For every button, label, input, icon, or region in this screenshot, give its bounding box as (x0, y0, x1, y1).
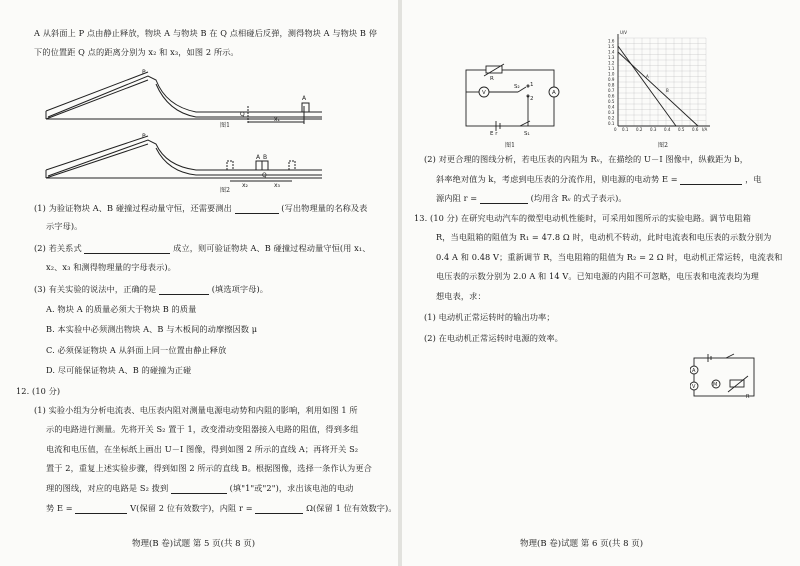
question-2-text: (2) 若关系式 (34, 243, 82, 253)
question-1-text-b: (写出物理量的名称及表 (281, 203, 368, 213)
fig1-caption: 图1 (220, 122, 231, 129)
x-tick-0.6: 0.6 (692, 127, 699, 132)
answer-blank-3[interactable] (159, 285, 209, 295)
q12-2-text-2b: ，电 (745, 174, 762, 184)
q12-2-text-3a: 源内阻 r = (436, 193, 478, 203)
y-tick-1.2: 1.2 (608, 60, 615, 66)
option-a: A. 物块 A 的质量必须大于物块 B 的质量 (46, 304, 197, 314)
circuit1-caption: 图1 (505, 142, 516, 149)
y-tick-0.3: 0.3 (608, 110, 615, 115)
q12-1-text-6b: V(保留 2 位有效数字)，内阻 r = (130, 503, 253, 513)
question-2-text-b: 成立，则可验证物块 A、B 碰撞过程动量守恒(用 x₁、 (173, 243, 371, 253)
graph-x-axis-label: I/A (702, 127, 708, 132)
option-c: C. 必须保证物块 A 从斜面上同一位置由静止释放 (46, 345, 227, 355)
y-tick-0.9: 0.9 (608, 77, 615, 82)
origin-label: 0 (614, 127, 617, 132)
x-tick-0.2: 0.2 (636, 127, 643, 132)
fig2-label-x2: x₂ (242, 182, 248, 188)
intro-line-1: A 从斜面上 P 点由静止释放，物块 A 与物块 B 在 Q 点相碰后反弹，测得物块 A 与物块 B 停 (34, 28, 378, 38)
q12-2-line-1: (2) 对更合理的图线分析，若电压表的内阻为 Rᵥ，在描绘的 U－I 图像中，纵截距为 b， (424, 154, 748, 164)
circuit-diagram-13 (690, 352, 762, 404)
circuit1-label-s2: S₂ (514, 84, 520, 90)
answer-blank-1[interactable] (235, 204, 279, 214)
q13-line-3: 0.4 A 和 0.48 V；重新调节 R，当电阻箱的阻值为 R₂ = 2 Ω 时，电动机正常运转，电流表和 (436, 252, 783, 262)
question-3-text-b: (填选项字母)。 (211, 284, 269, 294)
q12-1-line-6 (46, 503, 397, 514)
q13-sub-1: (1) 电动机正常运转时的输出功率； (424, 312, 555, 322)
y-tick-1.3: 1.3 (608, 55, 615, 60)
page-footer-right: 物理(B 卷)试题 第 6 页(共 8 页) (520, 539, 644, 549)
x-tick-0.5: 0.5 (678, 127, 685, 132)
q12-1-text-5b: (填"1"或"2")，求出该电池的电动 (229, 483, 354, 493)
circuit13-label-v: V (692, 384, 696, 390)
q12-1-line-1: (1) 实验小组为分析电流表、电压表内阻对测量电源电动势和内阻的影响，利用如图 1 所 (34, 405, 358, 415)
x-tick-0.3: 0.3 (650, 127, 657, 132)
fig2-label-b: B (263, 154, 268, 161)
y-tick-0.8: 0.8 (608, 82, 615, 88)
fig2-label-x3: x₃ (274, 182, 280, 188)
fig2-label-q: Q (262, 172, 267, 179)
q12-1-text-6c: Ω(保留 1 位有效数字)。 (306, 503, 397, 513)
graph-y-axis-label: U/V (620, 30, 628, 35)
intro-line-2: 下的位置距 Q 点的距离分别为 x₂ 和 x₃，如图 2 所示。 (34, 47, 239, 57)
y-tick-0.6: 0.6 (608, 93, 615, 99)
q12-1-line-4: 置于 2，重复上述实验步骤，得到如图 2 所示的直线 B。根据图像，选择一条作认为更合 (46, 463, 372, 473)
circuit1-label-1: 1 (530, 82, 534, 88)
question-1-line-1 (34, 203, 367, 214)
q12-1-line-5 (46, 483, 353, 494)
fig2-label-a: A (256, 154, 261, 161)
circuit1-label-a: A (552, 90, 556, 96)
y-tick-0.1: 0.1 (608, 121, 615, 126)
u-i-graph (606, 26, 716, 136)
y-tick-1.4: 1.4 (608, 49, 615, 55)
fig2-label-p: P (142, 133, 146, 140)
q12-1-line-2: 示的电路进行测量。先将开关 S₂ 置于 1，改变滑动变阻器接入电路的阻值，得到多组 (46, 424, 359, 434)
graph-line-a (618, 46, 676, 126)
question-3-line (34, 284, 268, 295)
option-b: B. 本实验中必须测出物块 A、B 与木板间的动摩擦因数 μ (46, 324, 258, 334)
figure-1-slide (36, 66, 336, 130)
circuit1-label-er: E r (490, 131, 498, 136)
graph-line-a-label: A (646, 74, 649, 79)
circuit1-label-s1: S₁ (524, 131, 530, 136)
q12-2-text-2a: 斜率绝对值为 k，考虑到电压表的分流作用，则电源的电动势 E = (436, 174, 678, 184)
x-tick-0.4: 0.4 (664, 127, 671, 132)
question-2-line-2: x₂、x₃ 和测得物理量的字母表示)。 (46, 262, 176, 272)
answer-blank-e[interactable] (680, 175, 742, 185)
left-page (0, 0, 398, 566)
graph-caption: 图2 (658, 142, 669, 149)
fig1-label-p: P (142, 69, 146, 76)
y-tick-0.5: 0.5 (608, 99, 615, 104)
y-tick-1.0: 1.0 (608, 71, 615, 77)
x-tick-0.1: 0.1 (622, 127, 629, 132)
y-tick-1.5: 1.5 (608, 44, 615, 49)
fig2-caption: 图2 (220, 187, 231, 194)
q12-2-line-2 (436, 174, 762, 185)
fig1-label-a: A (302, 95, 307, 102)
q12-2-line-3 (436, 193, 627, 204)
question-2-line-1 (34, 243, 371, 254)
circuit1-label-v: V (482, 90, 486, 96)
y-tick-0.7: 0.7 (608, 88, 615, 93)
q12-2-text-3b: (均用含 Rᵥ 的式子表示)。 (530, 193, 627, 203)
question-12-heading: 12. (10 分) (16, 386, 61, 396)
circuit-diagram-1 (462, 62, 572, 136)
question-1-text: (1) 为验证物块 A、B 碰撞过程动量守恒，还需要测出 (34, 203, 232, 213)
y-tick-1.6: 1.6 (608, 38, 615, 44)
y-tick-0.2: 0.2 (608, 115, 615, 121)
question-3-text: (3) 有关实验的说法中，正确的是 (34, 284, 157, 294)
answer-blank-r[interactable] (480, 194, 528, 204)
circuit13-label-r: R (746, 394, 750, 400)
answer-blank-2[interactable] (84, 244, 170, 254)
right-page (402, 0, 800, 566)
q12-1-text-5a: 理的图线，对应的电路是 S₂ 拨到 (46, 483, 169, 493)
circuit1-label-2: 2 (530, 96, 534, 102)
q13-line-5: 想电表，求： (436, 291, 486, 301)
fig1-label-q: Q (240, 111, 245, 118)
answer-blank-resistance[interactable] (255, 504, 303, 514)
page-footer-left: 物理(B 卷)试题 第 5 页(共 8 页) (132, 539, 256, 549)
answer-blank-switch[interactable] (171, 484, 227, 494)
q13-line-2: R，当电阻箱的阻值为 R₁ = 47.8 Ω 时，电动机不转动，此时电流表和电压表的示数分别为 (436, 232, 772, 242)
q13-line-4: 电压表的示数分别为 2.0 A 和 14 V。已知电源的内阻不可忽略，电压表和电流表均为理 (436, 271, 759, 281)
graph-line-b-label: B (666, 88, 669, 93)
option-d: D. 尽可能保证物块 A、B 的碰撞为正碰 (46, 365, 192, 375)
q13-sub-2: (2) 在电动机正常运转时电源的效率。 (424, 333, 563, 343)
circuit13-label-a: A (692, 368, 696, 374)
fig1-label-x1: x₁ (274, 116, 280, 123)
y-tick-0.4: 0.4 (608, 104, 615, 110)
circuit1-label-r: R (490, 76, 494, 82)
question-1-line-2: 示字母)。 (46, 221, 83, 231)
q12-1-text-6a: 势 E = (46, 503, 73, 513)
figure-2-slide (36, 132, 336, 188)
q12-1-line-3: 电流和电压值，在坐标纸上画出 U－I 图像，得到如图 2 所示的直线 A；再将开关 S₂ (46, 444, 359, 454)
q13-line-1: 13. (10 分) 在研究电动汽车的微型电动机性能时，可采用如图所示的实验电路。调节电阻箱 (414, 213, 751, 223)
answer-blank-emf[interactable] (75, 504, 127, 514)
circuit13-label-m: M (713, 382, 718, 388)
y-tick-1.1: 1.1 (608, 66, 615, 71)
